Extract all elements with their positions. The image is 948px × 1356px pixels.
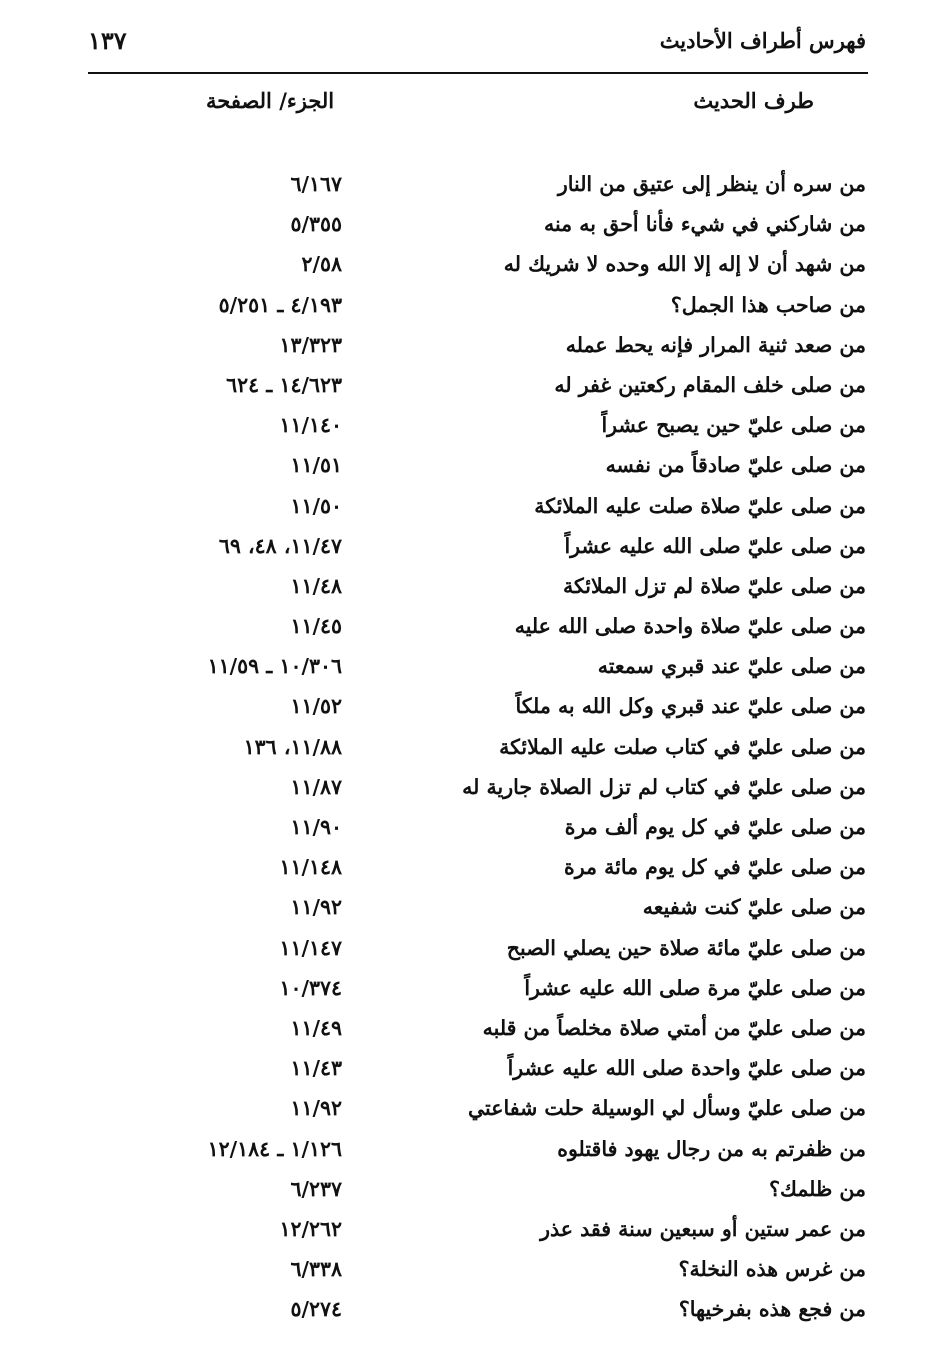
volume-page-reference: ١١/١٤٨ [279,855,342,880]
volume-page-reference: ١٣/٣٢٣ [279,332,342,357]
volume-page-reference: ١١/٤٥ [290,614,342,639]
volume-page-reference: ١١/٨٨، ١٣٦ [243,734,342,759]
hadith-incipit: من صلى عليّ صلى الله عليه عشراً [564,533,866,558]
hadith-incipit: من غرس هذه النخلة؟ [678,1257,866,1282]
index-entry-row [0,488,948,528]
index-entry-row [0,1050,948,1090]
index-entry-row [0,970,948,1010]
hadith-incipit: من صلى عليّ في كل يوم ألف مرة [564,815,866,839]
index-entry-row [0,407,948,447]
volume-page-reference: ١٠/٣٠٦ ـ ١١/٥٩ [207,654,342,679]
hadith-index-list [0,166,948,1331]
hadith-incipit: من صلى عليّ من أمتي صلاة مخلصاً من قلبه [482,1015,866,1040]
volume-page-reference: ١١/٤٨ [290,573,342,598]
index-entry-row [0,246,948,286]
index-entry-row [0,1010,948,1050]
volume-page-reference: ١١/٩٢ [290,895,342,920]
hadith-incipit: من صلى عليّ مرة صلى الله عليه عشراً [524,975,866,1000]
index-entry-row [0,568,948,608]
page-number: ١٣٧ [88,26,127,55]
index-entry-row [0,1090,948,1130]
index-entry-row [0,1291,948,1331]
hadith-incipit: من فجع هذه بفرخيها؟ [678,1297,866,1322]
hadith-incipit: من شاركني في شيء فأنا أحق به منه [543,212,866,237]
hadith-incipit: من ظفرتم به من رجال يهود فاقتلوه [557,1136,866,1161]
volume-page-reference: ١/١٢٦ ـ ١٢/١٨٤ [207,1136,342,1161]
volume-page-reference: ١٢/٢٦٢ [279,1216,342,1241]
hadith-incipit: من صلى عليّ مائة صلاة حين يصلي الصبح [506,935,866,960]
hadith-incipit: من صلى عليّ في كتاب صلت عليه الملائكة [499,734,866,759]
hadith-incipit: من صلى عليّ كنت شفيعه [642,895,866,920]
hadith-incipit: من ظلمك؟ [769,1176,866,1201]
index-entry-row [0,327,948,367]
volume-page-reference: ٦/٢٣٧ [290,1176,342,1201]
hadith-incipit: من صلى عليّ صلاة صلت عليه الملائكة [534,493,866,518]
index-entry-row [0,769,948,809]
volume-page-reference: ١١/١٤٧ [279,935,342,960]
volume-page-reference: ١١/١٤٠ [279,413,342,438]
index-entry-row [0,930,948,970]
volume-page-reference: ١١/٩٠ [290,815,342,839]
hadith-incipit: من عمر ستين أو سبعين سنة فقد عذر [540,1216,866,1241]
index-entry-row [0,1251,948,1291]
hadith-incipit: من صلى عليّ في كل يوم مائة مرة [563,855,866,880]
hadith-incipit: من صلى عليّ صادقاً من نفسه [605,453,866,478]
index-entry-row [0,889,948,929]
hadith-incipit: من صاحب هذا الجمل؟ [670,292,866,317]
hadith-incipit: من صلى عليّ عند قبري سمعته [597,654,866,679]
column-header-hadith: طرف الحديث [693,88,814,113]
index-entry-row [0,166,948,206]
volume-page-reference: ١١/٤٣ [290,1056,342,1081]
running-header [88,22,866,66]
header-rule [88,72,868,74]
volume-page-reference: ١٠/٣٧٤ [279,975,342,1000]
hadith-incipit: من صلى عليّ وسأل لي الوسيلة حلت شفاعتي [467,1096,866,1121]
hadith-incipit: من صلى عليّ عند قبري وكل الله به ملكاً [515,694,866,719]
index-entry-row [0,1211,948,1251]
hadith-incipit: من صعد ثنية المرار فإنه يحط عمله [565,332,866,357]
volume-page-reference: ١١/٥١ [290,453,342,478]
index-entry-row [0,1171,948,1211]
index-entry-row [0,729,948,769]
hadith-incipit: من سره أن ينظر إلى عتيق من النار [557,172,866,196]
hadith-incipit: من صلى عليّ صلاة لم تزل الملائكة [562,573,866,598]
volume-page-reference: ١١/٤٧، ٤٨، ٦٩ [218,533,342,558]
index-entry-row [0,287,948,327]
volume-page-reference: ١٤/٦٢٣ ـ ٦٢٤ [226,372,342,397]
volume-page-reference: ١١/٥٢ [290,694,342,719]
running-title: فهرس أطراف الأحاديث [659,28,866,53]
hadith-incipit: من صلى عليّ في كتاب لم تزل الصلاة جارية له [462,774,866,799]
volume-page-reference: ٦/٣٣٨ [290,1257,342,1282]
index-entry-row [0,447,948,487]
index-entry-row [0,809,948,849]
column-header-reference: الجزء/ الصفحة [206,88,335,113]
volume-page-reference: ٤/١٩٣ ـ ٥/٢٥١ [218,292,342,317]
index-entry-row [0,688,948,728]
volume-page-reference: ٥/٣٥٥ [290,212,342,237]
hadith-incipit: من صلى عليّ حين يصبح عشراً [601,413,866,438]
hadith-incipit: من شهد أن لا إله إلا الله وحده لا شريك له [503,252,866,277]
index-entry-row [0,1131,948,1171]
index-entry-row [0,849,948,889]
volume-page-reference: ٦/١٦٧ [290,172,342,196]
index-entry-row [0,367,948,407]
volume-page-reference: ٥/٢٧٤ [290,1297,342,1322]
index-entry-row [0,648,948,688]
hadith-incipit: من صلى عليّ واحدة صلى الله عليه عشراً [507,1056,866,1081]
volume-page-reference: ١١/٥٠ [290,493,342,518]
index-entry-row [0,206,948,246]
volume-page-reference: ١١/٤٩ [290,1015,342,1040]
hadith-incipit: من صلى خلف المقام ركعتين غفر له [554,372,866,397]
volume-page-reference: ٢/٥٨ [301,252,342,277]
volume-page-reference: ١١/٩٢ [290,1096,342,1121]
index-entry-row [0,608,948,648]
volume-page-reference: ١١/٨٧ [290,774,342,799]
index-entry-row [0,528,948,568]
hadith-incipit: من صلى عليّ صلاة واحدة صلى الله عليه [514,614,866,639]
